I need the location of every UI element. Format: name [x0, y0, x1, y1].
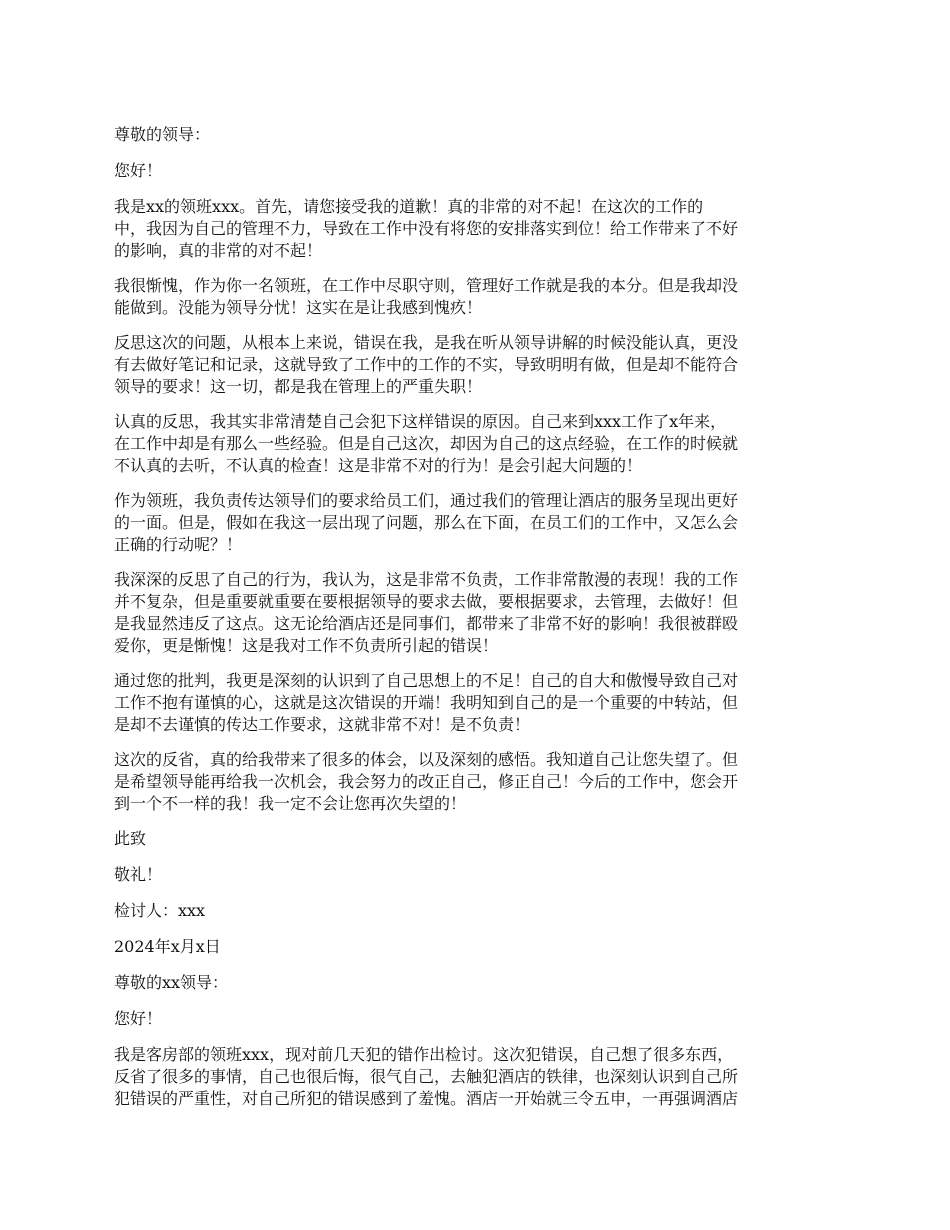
letter1-salutation: 尊敬的领导：	[114, 125, 211, 144]
letter1-paragraph-5: 作为领班，我负责传达领导们的要求给员工们，通过我们的管理让酒店的服务呈现出更好 的一面。但是，假如在我这一层出现了问题，那么在下面，在员工们的工作中，又怎么会 正确的行动呢？！	[114, 491, 739, 554]
letter1-paragraph-4: 认真的反思，我其实非常清楚自己会犯下这样错误的原因。自己来到xxx工作了x年来， 在工作中却是有那么一些经验。但是自己这次，却因为自己的这点经验，在工作的时候就 不认真的去听，不认真的检查！这是非常不对的行为！是会引起大问题的！	[114, 412, 739, 475]
letter1-greeting: 您好！	[114, 161, 163, 180]
letter1-signer: 检讨人：xxx	[114, 901, 206, 920]
letter1-closing-2: 敬礼！	[114, 865, 163, 884]
letter1-date: 2024年x月x日	[114, 937, 221, 956]
letter1-paragraph-2: 我很惭愧，作为你一名领班，在工作中尽职守则，管理好工作就是我的本分。但是我却没 能做到。没能为领导分忧！这实在是让我感到愧疚！	[114, 276, 739, 317]
letter1-paragraph-8: 这次的反省，真的给我带来了很多的体会，以及深刻的感悟。我知道自己让您失望了。但 是希望领导能再给我一次机会，我会努力的改正自己，修正自己！今后的工作中，您会开 到一个不一样的我！我一定不会让您再次失望的！	[114, 750, 739, 813]
letter2-salutation: 尊敬的xx领导：	[114, 973, 229, 992]
letter1-paragraph-3: 反思这次的问题，从根本上来说，错误在我，是我在听从领导讲解的时候没能认真，更没 有去做好笔记和记录，这就导致了工作中的工作的不实，导致明明有做，但是却不能符合 领导的要求！这一切，都是我在管理上的严重失职！	[114, 333, 739, 396]
letter1-paragraph-6: 我深深的反思了自己的行为，我认为，这是非常不负责，工作非常散漫的表现！我的工作 并不复杂，但是重要就重要在要根据领导的要求去做，要根据要求，去管理，去做好！但 是我显然违反了这点。这无论给酒店还是同事们，都带来了非常不好的影响！我很被群殴 爱你，更是惭愧！这是我对工作不负责所引起的错误！	[114, 570, 739, 655]
letter1-paragraph-7: 通过您的批判，我更是深刻的认识到了自己思想上的不足！自己的自大和傲慢导致自己对 工作不抱有谨慎的心，这就是这次错误的开端！我明知到自己的是一个重要的中转站，但 是却不去谨慎的传达工作要求，这就非常不对！是不负责！	[114, 671, 739, 734]
letter1-closing-1: 此致	[114, 829, 147, 848]
letter2-greeting: 您好！	[114, 1009, 163, 1028]
letter1-paragraph-1: 我是xx的领班xxx。首先，请您接受我的道歉！真的非常的对不起！在这次的工作的 中，我因为自己的管理不力，导致在工作中没有将您的安排落实到位！给工作带来了不好 的影响，真的非常的对不起！	[114, 197, 739, 260]
letter2-paragraph-1: 我是客房部的领班xxx，现对前几天犯的错作出检讨。这次犯错误，自己想了很多东西， 反省了很多的事情，自己也很后悔，很气自己，去触犯酒店的铁律，也深刻认识到自己所 犯错误的严重性，对自己所犯的错误感到了羞愧。酒店一开始就三令五申，一再强调酒店	[114, 1045, 739, 1108]
document-page	[114, 124, 840, 1123]
